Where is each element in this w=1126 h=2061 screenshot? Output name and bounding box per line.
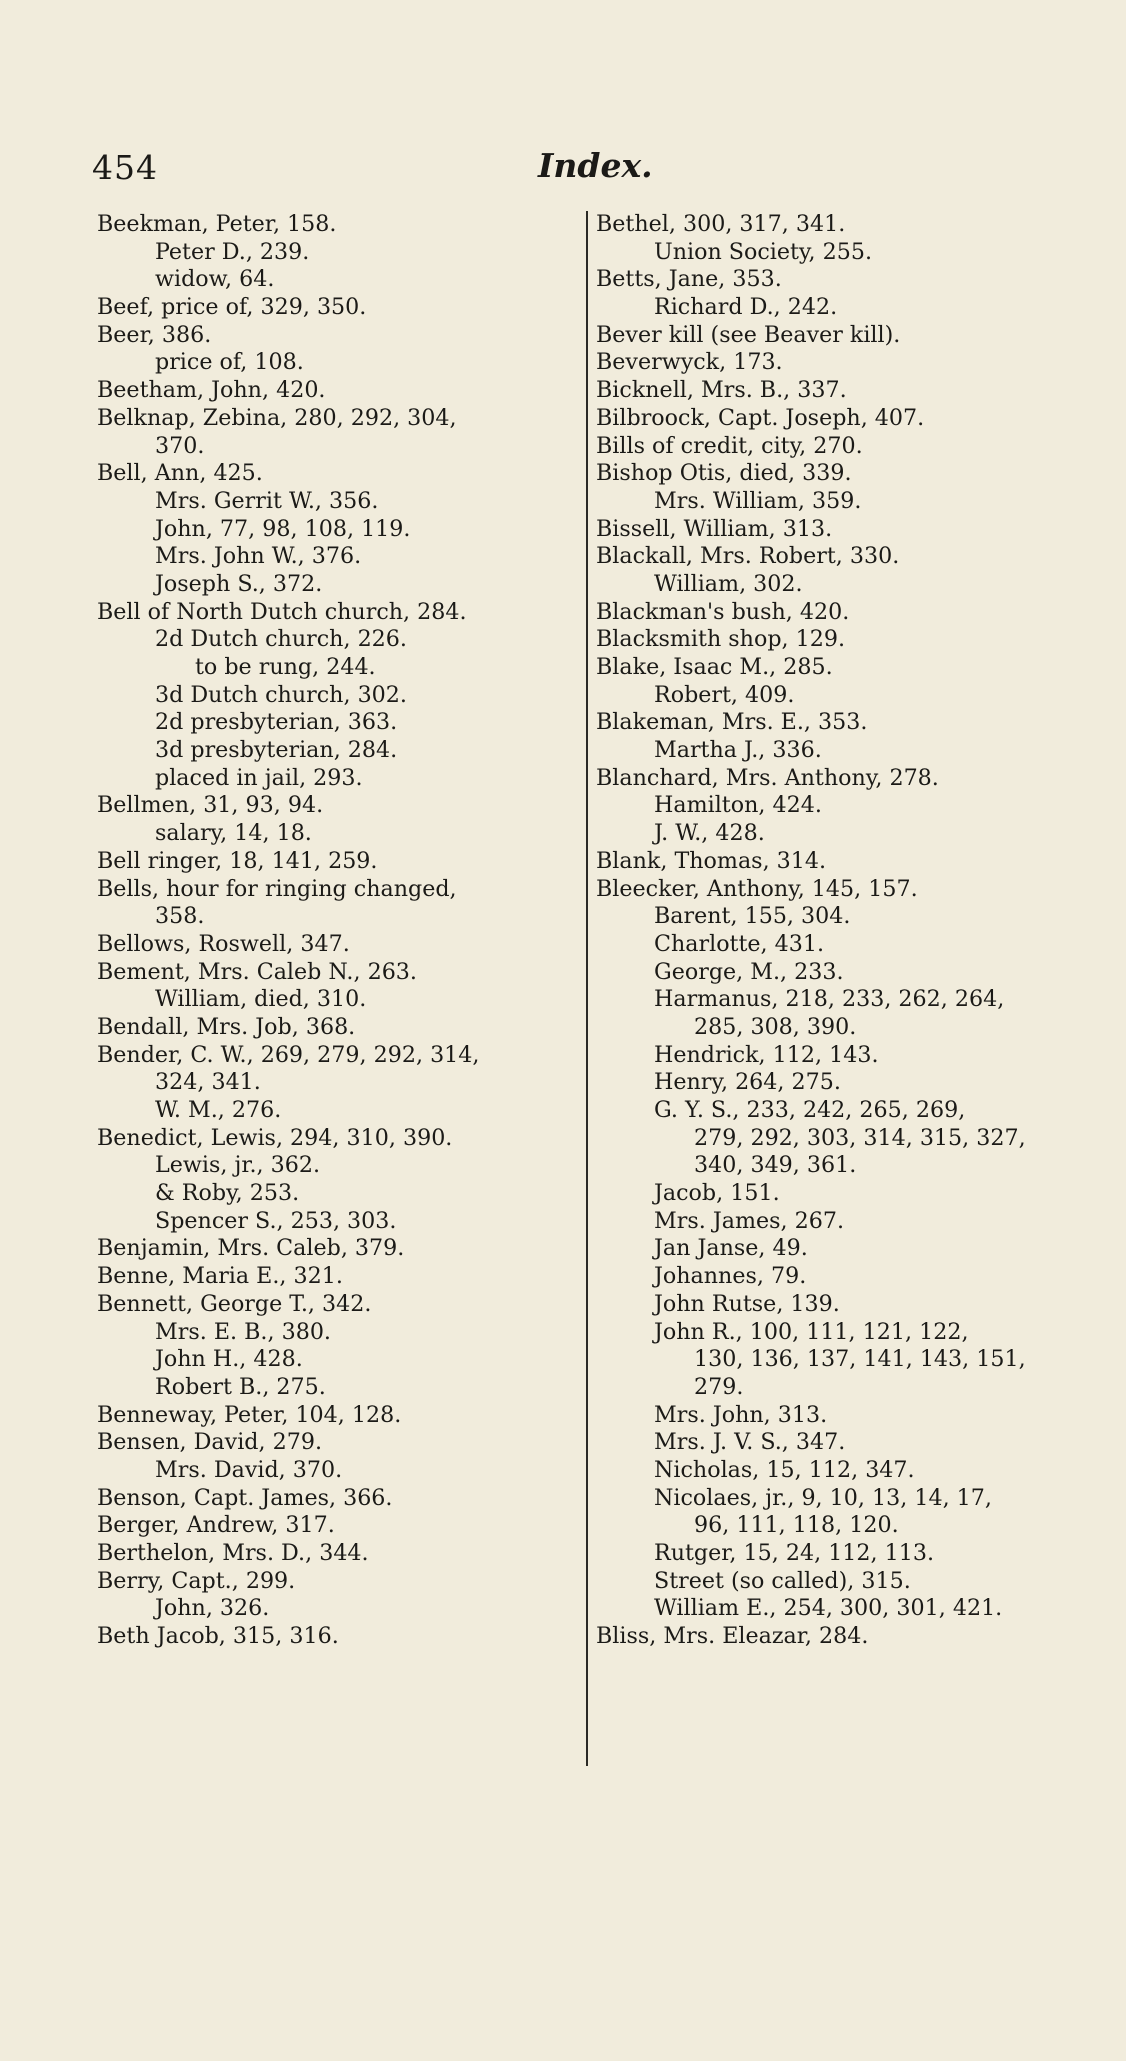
index-entry: John R., 100, 111, 121, 122, [654, 1318, 969, 1345]
index-entry: Spencer S., 253, 303. [155, 1207, 397, 1234]
index-entry: price of, 108. [155, 349, 304, 376]
index-entry: Mrs. J. V. S., 347. [654, 1429, 846, 1456]
index-entry: Beetham, John, 420. [97, 377, 326, 404]
index-entry: 279. [694, 1373, 744, 1400]
index-entry: Beth Jacob, 315, 316. [97, 1623, 339, 1650]
index-entry: W. M., 276. [155, 1097, 282, 1123]
index-entry: Union Society, 255. [654, 238, 873, 265]
index-entry: J. W., 428. [654, 820, 765, 847]
index-entry: Robert B., 275. [155, 1373, 326, 1400]
index-entry: Betts, Jane, 353. [596, 266, 782, 293]
index-entry: Bever kill (see Beaver kill). [596, 321, 901, 348]
index-entry: Belknap, Zebina, 280, 292, 304, [97, 404, 457, 431]
index-entry: Blackall, Mrs. Robert, 330. [596, 543, 900, 570]
index-entry: Blakeman, Mrs. E., 353. [596, 709, 868, 736]
index-entry: 324, 341. [155, 1069, 261, 1096]
index-entry: Mrs. Gerrit W., 356. [155, 487, 379, 514]
index-entry: Bender, C. W., 269, 279, 292, 314, [97, 1041, 480, 1068]
index-entry: Beef, price of, 329, 350. [97, 294, 367, 321]
index-entry: 3d presbyterian, 284. [155, 737, 398, 764]
index-entry: widow, 64. [155, 266, 275, 293]
index-entry: John, 326. [155, 1595, 270, 1622]
index-entry: John Rutse, 139. [654, 1290, 840, 1317]
index-entry: Bells, hour for ringing changed, [97, 875, 457, 902]
index-entry: Harmanus, 218, 233, 262, 264, [654, 986, 1005, 1013]
index-entry: Bleecker, Anthony, 145, 157. [596, 875, 918, 902]
index-entry: Peter D., 239. [155, 238, 310, 265]
index-entry: 96, 111, 118, 120. [694, 1512, 899, 1539]
index-entry: Nicolaes, jr., 9, 10, 13, 14, 17, [654, 1484, 992, 1511]
index-entry: Bills of credit, city, 270. [596, 432, 863, 459]
index-entry: Bendall, Mrs. Job, 368. [97, 1013, 356, 1040]
index-column-left [97, 211, 582, 1651]
index-entry: 285, 308, 390. [694, 1013, 857, 1040]
index-entry: Benneway, Peter, 104, 128. [97, 1401, 402, 1428]
index-entry: 3d Dutch church, 302. [155, 681, 407, 708]
index-entry: 340, 349, 361. [694, 1152, 857, 1179]
index-entry: Bellows, Roswell, 347. [97, 930, 350, 957]
index-entry: Benedict, Lewis, 294, 310, 390. [97, 1124, 453, 1151]
index-entry: Blackman's bush, 420. [596, 598, 850, 625]
index-entry: Bicknell, Mrs. B., 337. [596, 377, 847, 404]
index-entry: Beverwyck, 173. [596, 349, 783, 376]
index-entry: William E., 254, 300, 301, 421. [654, 1595, 1003, 1622]
index-entry: Hamilton, 424. [654, 792, 822, 819]
index-entry: Mrs. James, 267. [654, 1207, 845, 1234]
index-entry: William, 302. [654, 570, 803, 597]
index-entry: Benne, Maria E., 321. [97, 1263, 343, 1290]
index-entry: Beer, 386. [97, 321, 212, 348]
index-entry: Martha J., 336. [654, 737, 822, 764]
page-number: 454 [92, 148, 158, 187]
index-entry: Jan Janse, 49. [654, 1235, 808, 1262]
index-entry: Robert, 409. [654, 681, 795, 708]
index-entry: Henry, 264, 275. [654, 1069, 841, 1096]
index-entry: Blake, Isaac M., 285. [596, 654, 833, 680]
index-entry: Bellmen, 31, 93, 94. [97, 792, 324, 819]
index-entry: Mrs. E. B., 380. [155, 1318, 331, 1345]
index-entry: Charlotte, 431. [654, 930, 825, 957]
index-entry: Bell, Ann, 425. [97, 460, 263, 487]
index-entry: Berthelon, Mrs. D., 344. [97, 1540, 369, 1566]
index-entry: Hendrick, 112, 143. [654, 1041, 879, 1068]
index-entry: salary, 14, 18. [155, 820, 312, 847]
index-entry: Mrs. David, 370. [155, 1456, 343, 1483]
index-entry: Street (so called), 315. [654, 1567, 911, 1594]
index-entry: Bell of North Dutch church, 284. [97, 598, 467, 625]
index-entry: Bennett, George T., 342. [97, 1290, 372, 1317]
index-entry: Benjamin, Mrs. Caleb, 379. [97, 1235, 405, 1262]
index-entry: Bethel, 300, 317, 341. [596, 211, 846, 237]
index-entry: Benson, Capt. James, 366. [97, 1484, 393, 1511]
index-entry: 358. [155, 903, 205, 930]
index-entry: Bement, Mrs. Caleb N., 263. [97, 958, 417, 985]
index-entry: & Roby, 253. [155, 1180, 300, 1207]
index-entry: George, M., 233. [654, 958, 844, 985]
index-entry: 2d presbyterian, 363. [155, 709, 398, 736]
index-entry: Mrs. William, 359. [654, 487, 862, 514]
page-title: Index. [538, 146, 653, 185]
index-entry: Jacob, 151. [654, 1180, 780, 1207]
index-entry: 370. [155, 432, 205, 459]
index-entry: placed in jail, 293. [155, 764, 363, 791]
index-entry: John, 77, 98, 108, 119. [155, 515, 411, 542]
index-entry: Joseph S., 372. [155, 570, 323, 597]
index-entry: Bilbroock, Capt. Joseph, 407. [596, 404, 925, 431]
index-entry: Bensen, David, 279. [97, 1429, 322, 1456]
index-entry: Lewis, jr., 362. [155, 1152, 321, 1179]
index-entry: Blacksmith shop, 129. [596, 626, 846, 653]
index-entry: Blanchard, Mrs. Anthony, 278. [596, 764, 939, 791]
index-entry: Bliss, Mrs. Eleazar, 284. [596, 1623, 869, 1650]
index-entry: Johannes, 79. [654, 1263, 807, 1290]
index-entry: Barent, 155, 304. [654, 903, 851, 930]
index-entry: William, died, 310. [155, 986, 367, 1013]
index-entry: 279, 292, 303, 314, 315, 327, [694, 1124, 1026, 1151]
index-entry: 130, 136, 137, 141, 143, 151, [694, 1346, 1026, 1373]
index-entry: Mrs. John W., 376. [155, 543, 362, 570]
index-entry: Bell ringer, 18, 141, 259. [97, 847, 378, 874]
index-entry: to be rung, 244. [195, 654, 376, 680]
index-entry: John H., 428. [155, 1346, 303, 1373]
index-entry: Richard D., 242. [654, 294, 838, 321]
index-entry: G. Y. S., 233, 242, 265, 269, [654, 1097, 966, 1123]
index-entry: Rutger, 15, 24, 112, 113. [654, 1540, 935, 1566]
index-entry: Bishop Otis, died, 339. [596, 460, 852, 487]
index-entry: 2d Dutch church, 226. [155, 626, 407, 653]
index-entry: Mrs. John, 313. [654, 1401, 828, 1428]
index-entry: Berry, Capt., 299. [97, 1567, 296, 1594]
index-entry: Nicholas, 15, 112, 347. [654, 1456, 915, 1483]
index-entry: Bissell, William, 313. [596, 515, 833, 542]
index-entry: Blank, Thomas, 314. [596, 847, 827, 874]
index-column-right [586, 211, 1096, 1766]
index-entry: Beekman, Peter, 158. [97, 211, 337, 237]
index-entry: Berger, Andrew, 317. [97, 1512, 335, 1539]
